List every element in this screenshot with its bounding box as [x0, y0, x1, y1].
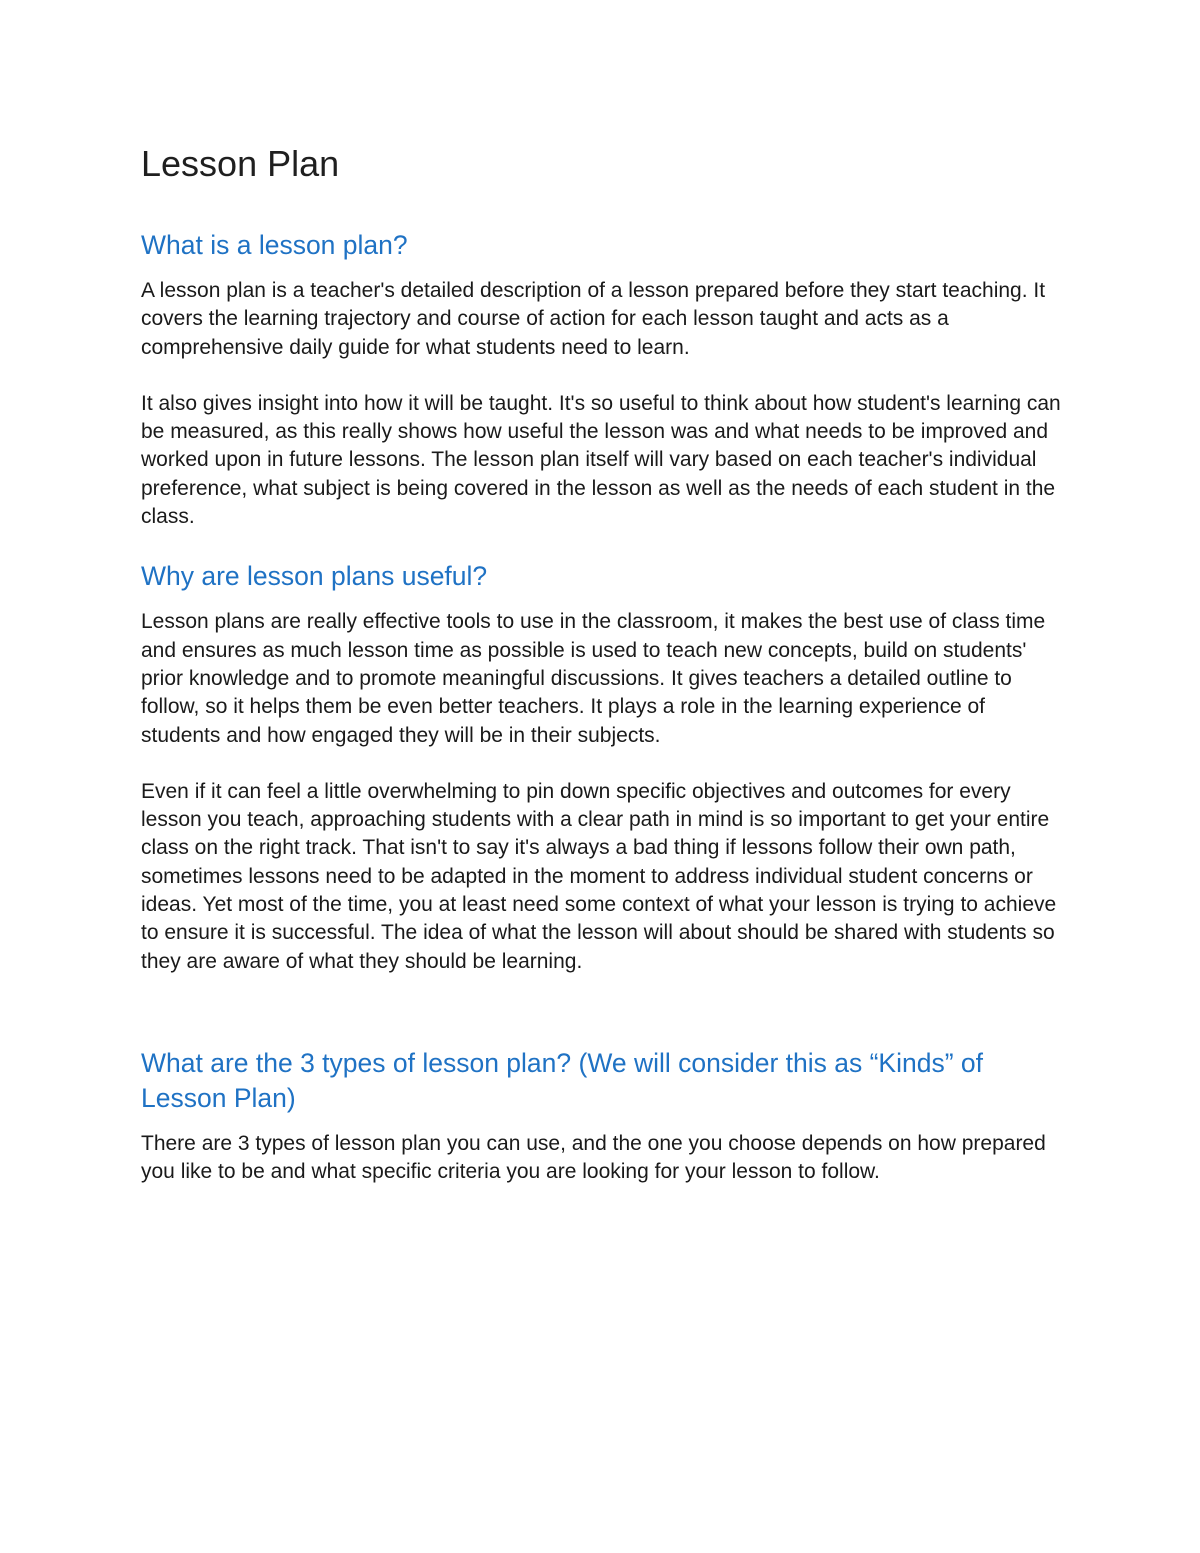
paragraph: It also gives insight into how it will be taught. It's so useful to think about how student's learning can be measured, as this really shows how useful the lesson was and what needs to be improved and worked upon in future lessons. The lesson plan itself will vary based on each teacher's individual preference, what subject is being covered in the lesson as well as the needs of each student in the class.	[141, 391, 1061, 529]
document-title: Lesson Plan	[141, 143, 340, 184]
section-heading: Why are lesson plans useful?	[141, 561, 488, 592]
section-types-of-lesson-plan	[141, 1046, 1066, 1187]
paragraph: Lesson plans are really effective tools to use in the classroom, it makes the best use of class time and ensures as much lesson time as possible is used to teach new concepts, build on students' prior knowledge and to promote meaningful discussions. It gives teachers a detailed outline to follow, so it helps them be even better teachers. It plays a role in the learning experience of students and how engaged they will be in their subjects.	[141, 610, 1046, 747]
section-what-is-lesson-plan	[141, 228, 1066, 531]
section-heading: What is a lesson plan?	[141, 230, 408, 260]
paragraph: There are 3 types of lesson plan you can use, and the one you choose depends on how prepared you like to be and what specific criteria you are looking for your lesson to follow.	[141, 1131, 1046, 1184]
section-why-useful	[141, 559, 1066, 976]
section-heading: What are the 3 types of lesson plan? (We will consider this as “Kinds” of Lesson Plan)	[141, 1047, 984, 1113]
paragraph: Even if it can feel a little overwhelming to pin down specific objectives and outcomes for every lesson you teach, approaching students with a clear path in mind is so important to get your entire class on the right track. That isn't to say it's always a bad thing if lessons follow their own path, sometimes lessons need to be adapted in the moment to address individual student concerns or ideas. Yet most of the time, you at least need some context of what your lesson is trying to achieve to ensure it is successful. The idea of what the lesson will about should be shared with students so they are aware of what they should be learning.	[141, 779, 1057, 973]
spacer	[141, 1004, 1066, 1046]
document-content	[141, 140, 1066, 1215]
paragraph: A lesson plan is a teacher's detailed description of a lesson prepared before they start teaching. It covers the learning trajectory and course of action for each lesson taught and acts as a comprehensive daily guide for what students need to learn.	[141, 279, 1046, 359]
